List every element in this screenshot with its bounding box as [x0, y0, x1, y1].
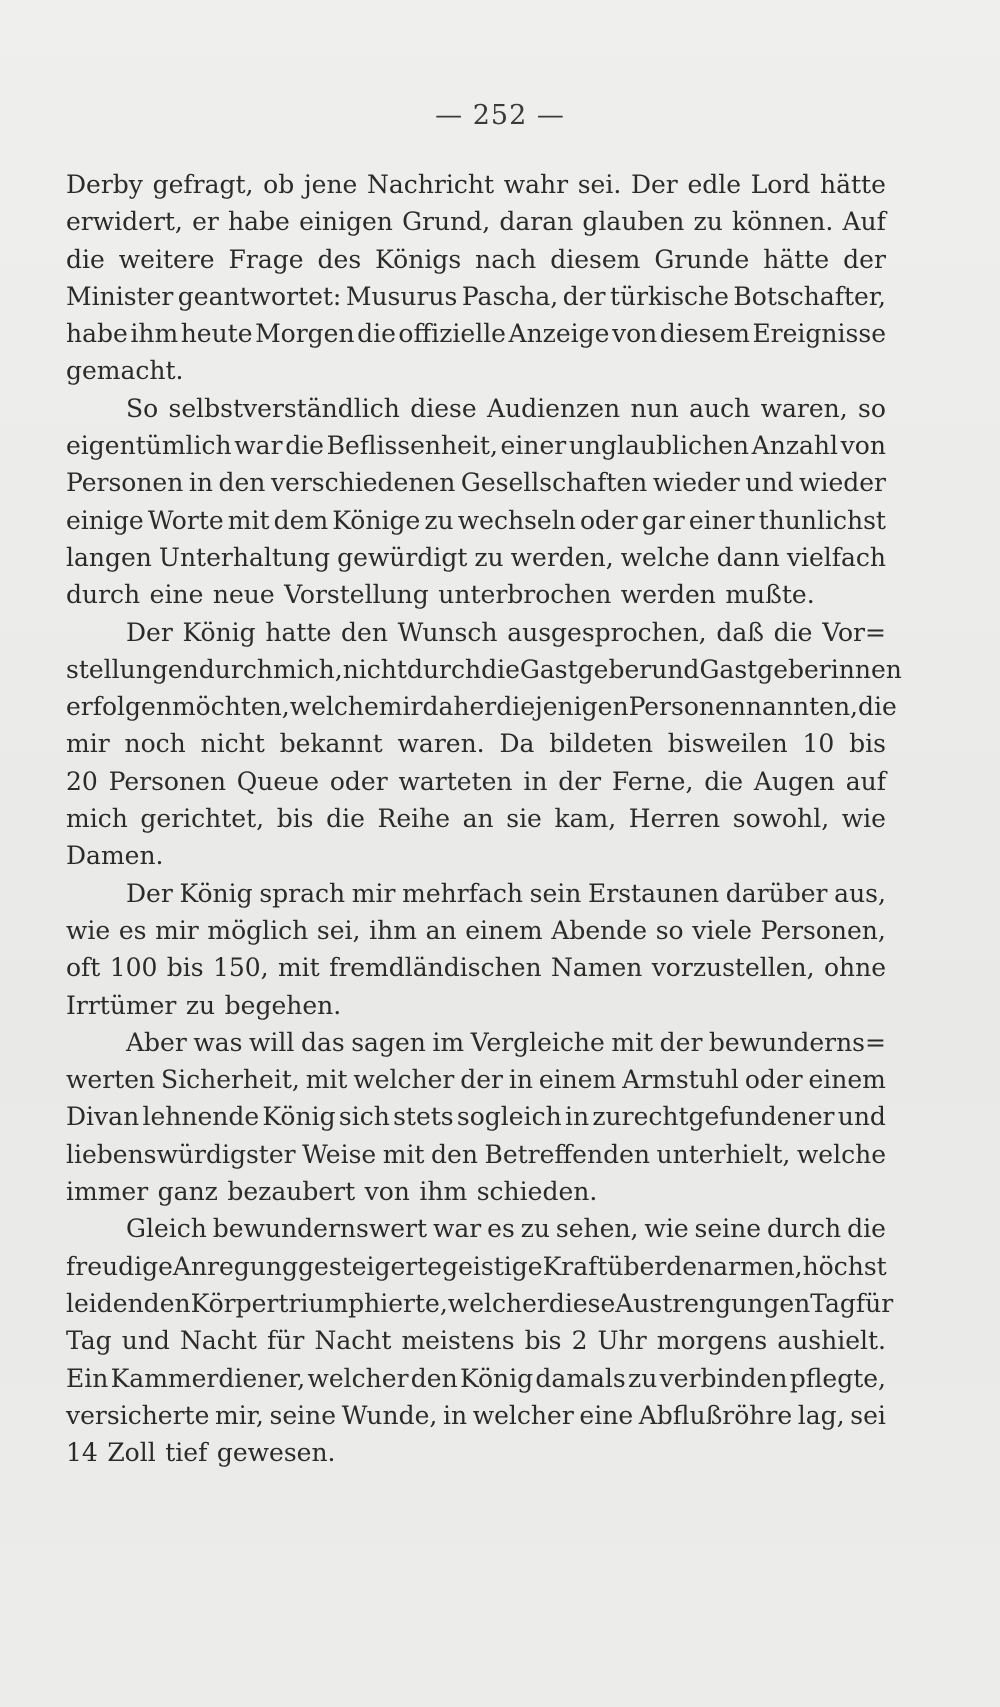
paragraph — [66, 875, 886, 1024]
text-line: immer ganz bezaubert von ihm schieden. — [66, 1177, 598, 1207]
text-line: Minister geantwortet: Musurus Pascha, der türkische Botschafter, — [66, 281, 886, 311]
text-line: mich gerichtet, bis die Reihe an sie kam, Herren sowohl, wie — [66, 804, 886, 834]
text-line: liebenswürdigster Weise mit den Betreffenden unterhielt, welche — [66, 1139, 886, 1169]
paragraph — [66, 1210, 894, 1471]
text-line: habe ihm heute Morgen die offizielle Anzeige von diesem Ereignisse — [66, 319, 886, 349]
text-line: erfolgen möchten, welche mir daher diejenigen Personen nannten, die — [66, 692, 897, 722]
text-line: stellungen durch mich, nicht durch die Gastgeber und Gastgeberinnen — [66, 654, 902, 684]
text-line: 20 Personen Queue oder warteten in der Ferne, die Augen auf — [66, 766, 886, 796]
text-line: Der König sprach mir mehrfach sein Erstaunen darüber aus, — [126, 878, 886, 908]
text-line: Ein Kammerdiener, welcher den König damals zu verbinden pflegte, — [66, 1363, 886, 1393]
page-number: — 252 — — [435, 100, 565, 131]
text-line: die weitere Frage des Königs nach diesem Grunde hätte der — [66, 244, 886, 274]
text-line: einige Worte mit dem Könige zu wechseln oder gar einer thunlichst — [66, 505, 886, 535]
text-line: mir noch nicht bekannt waren. Da bildeten bisweilen 10 bis — [66, 729, 886, 759]
text-line: Irrtümer zu begehen. — [66, 990, 342, 1020]
text-line: Personen in den verschiedenen Gesellschaften wieder und wieder — [66, 468, 886, 498]
text-line: Derby gefragt, ob jene Nachricht wahr sei. Der edle Lord hätte — [66, 170, 886, 199]
text-line: Damen. — [66, 841, 164, 871]
text-line: 14 Zoll tief gewesen. — [66, 1438, 336, 1468]
text-line: So selbstverständlich diese Audienzen nun auch waren, so — [126, 393, 886, 423]
text-line: wie es mir möglich sei, ihm an einem Abende so viele Personen, — [66, 915, 886, 945]
text-line: erwidert, er habe einigen Grund, daran glauben zu können. Auf — [66, 207, 886, 237]
text-line: eigentümlich war die Beflissenheit, einer unglaublichen Anzahl von — [66, 431, 886, 461]
text-line: Gleich bewundernswert war es zu sehen, wie seine durch die — [126, 1214, 886, 1244]
text-line: werten Sicherheit, mit welcher der in einem Armstuhl oder einem — [66, 1065, 886, 1095]
text-line: oft 100 bis 150, mit fremdländischen Namen vorzustellen, ohne — [66, 953, 886, 983]
paragraph — [66, 614, 902, 875]
paragraph — [66, 166, 886, 390]
text-line: leidenden Körper triumphierte, welcher diese Austrengungen Tag für — [66, 1288, 894, 1318]
text-line: Der König hatte den Wunsch ausgesprochen, daß die Vor= — [126, 617, 886, 647]
text-line: freudige Anregung gesteigerte geistige Kraft über den armen, höchst — [66, 1251, 887, 1281]
text-line: Aber was will das sagen im Vergleiche mit der bewunderns= — [126, 1027, 886, 1057]
body-text — [66, 166, 902, 1471]
text-line: Divan lehnende König sich stets sogleich in zurechtgefundener und — [66, 1102, 886, 1132]
text-line: gemacht. — [66, 356, 184, 386]
text-line: Tag und Nacht für Nacht meistens bis 2 Uhr morgens aushielt. — [66, 1326, 886, 1356]
text-line: durch eine neue Vorstellung unterbrochen werden mußte. — [66, 580, 815, 610]
text-line: versicherte mir, seine Wunde, in welcher eine Abflußröhre lag, sei — [66, 1400, 886, 1430]
paragraph — [66, 390, 886, 614]
text-line: langen Unterhaltung gewürdigt zu werden, welche dann vielfach — [66, 542, 886, 572]
paragraph — [66, 1024, 886, 1210]
